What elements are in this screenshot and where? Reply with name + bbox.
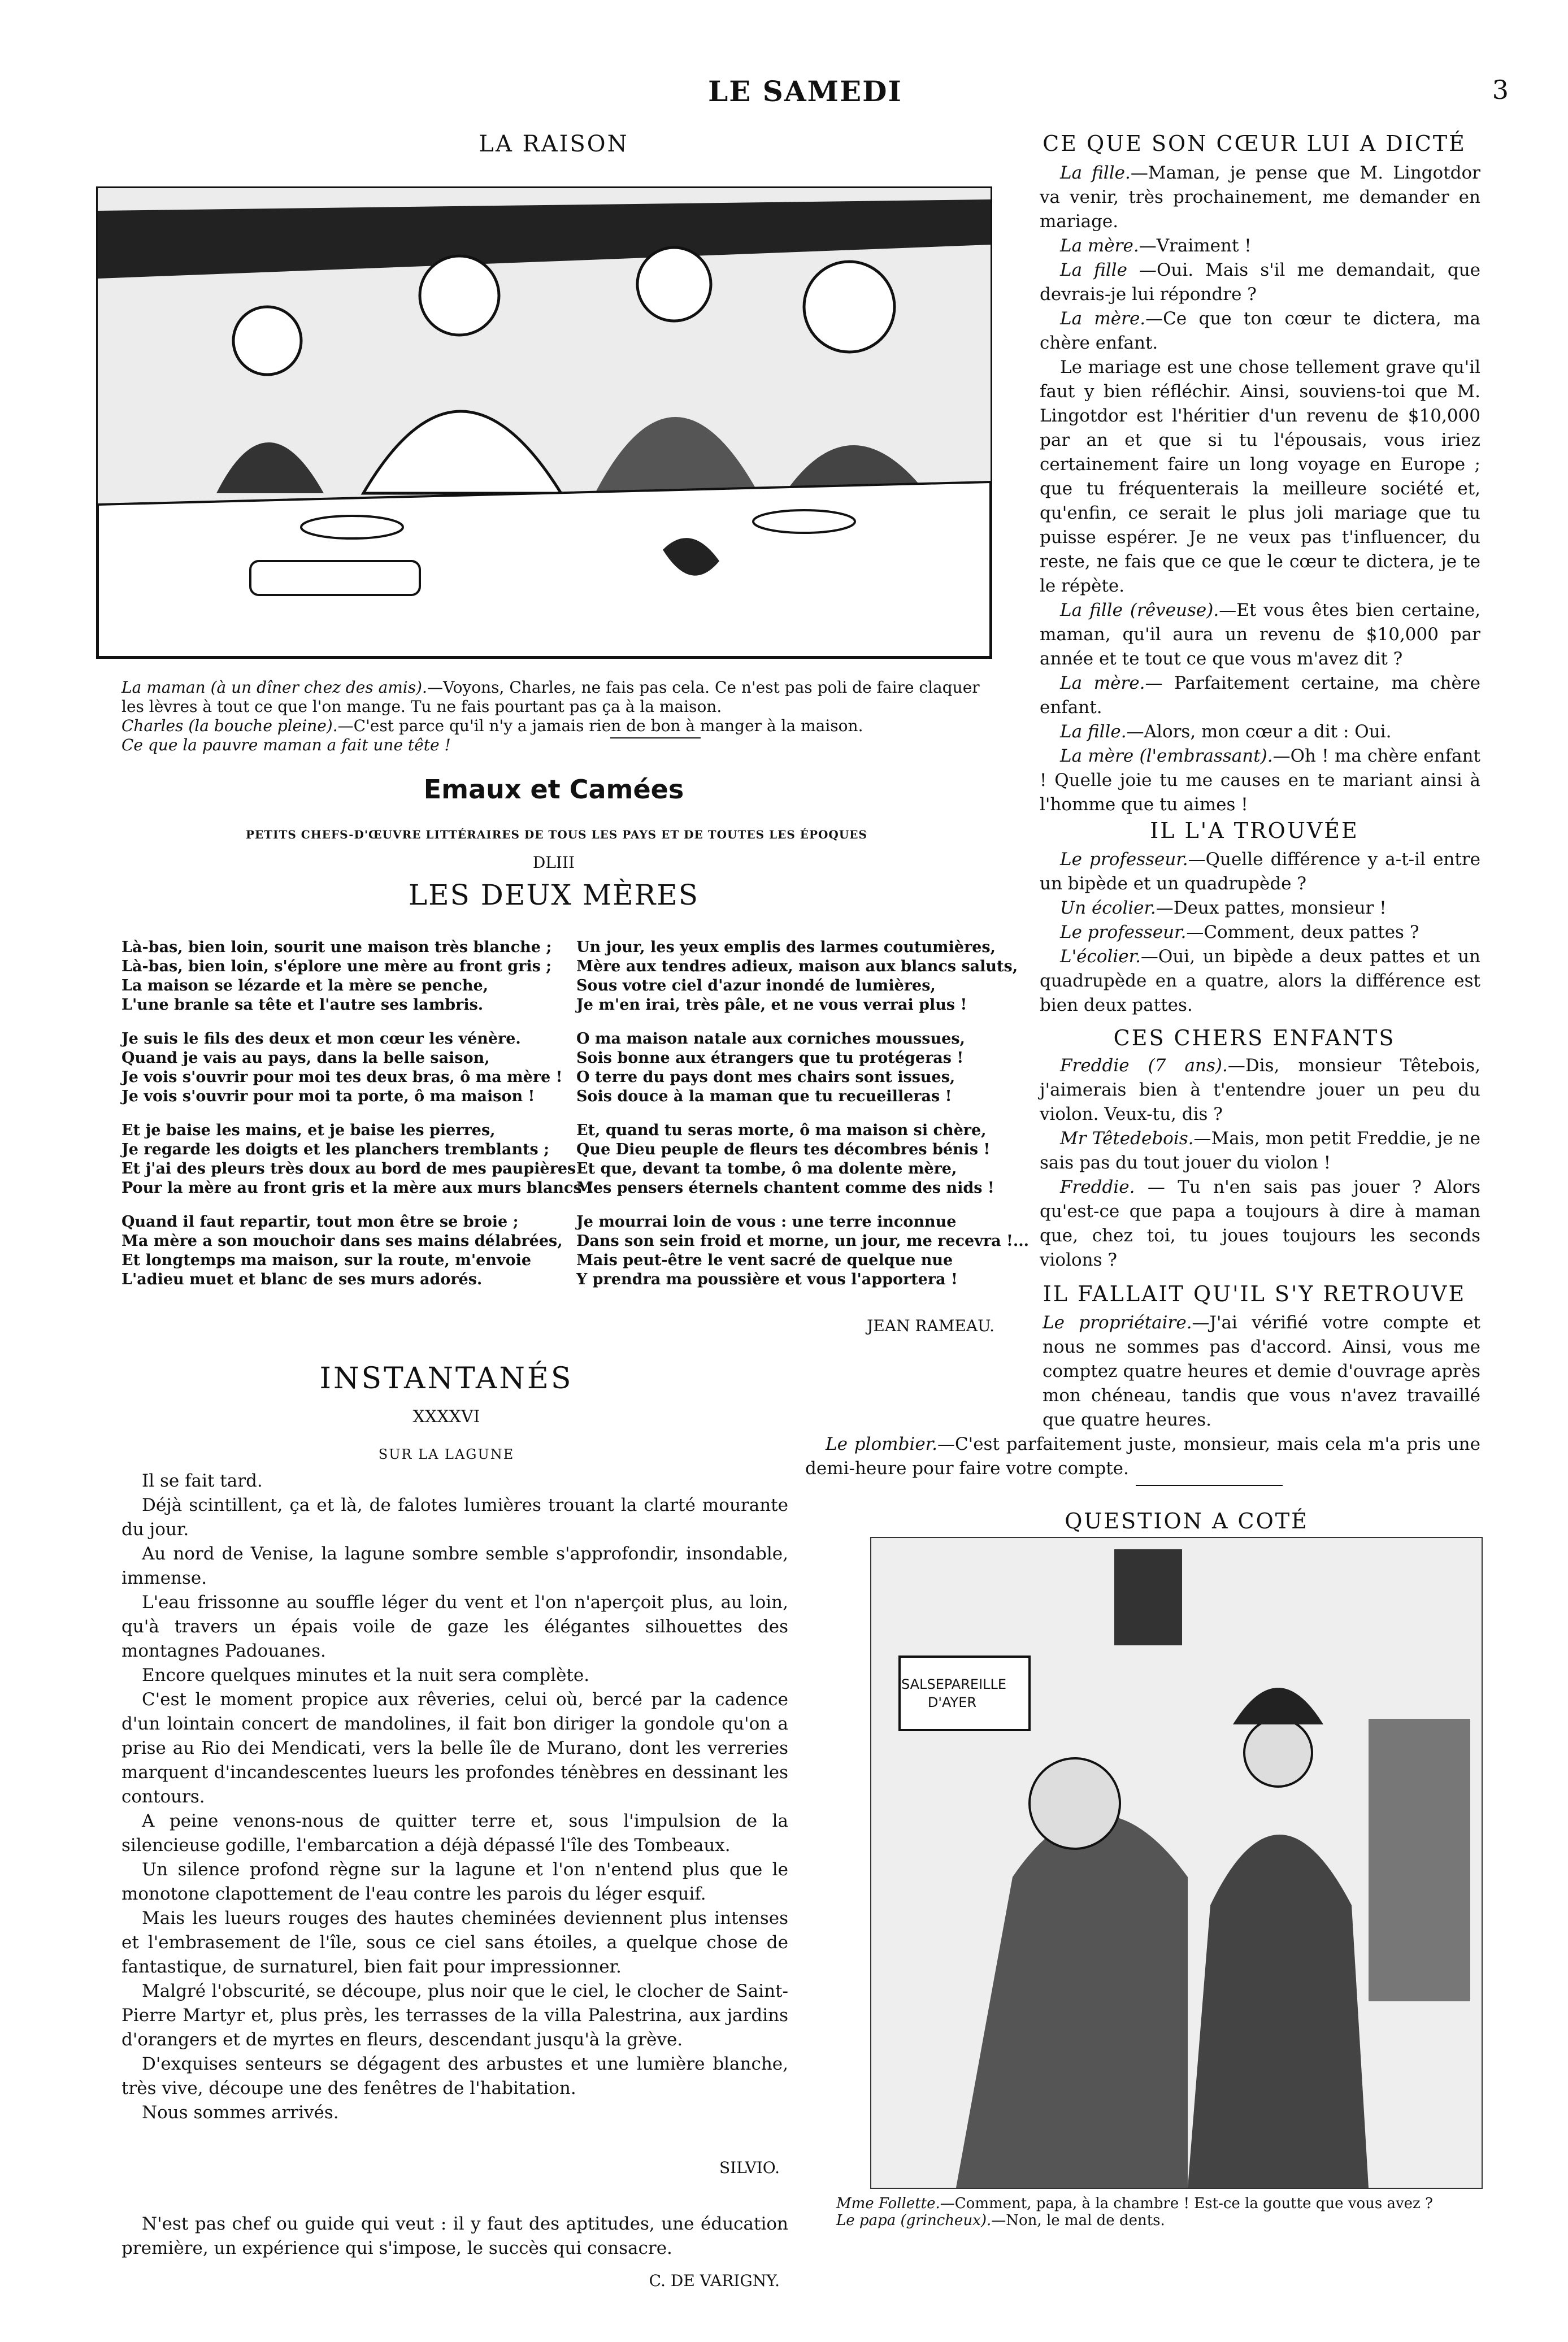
enfants-title: CES CHERS ENFANTS <box>1113 1026 1396 1050</box>
dinner-scene-drawing <box>98 188 991 657</box>
trouvee-title: IL L'A TROUVÉE <box>1150 818 1359 843</box>
poem-line: Mes pensers éternels chantent comme des nids ! <box>576 1179 994 1197</box>
speaker: Mr Têtedebois. <box>1060 1128 1194 1149</box>
caption-speaker: Le papa (grincheux). <box>836 2212 992 2229</box>
paragraph: D'exquises senteurs se dégagent des arbustes et une lumière blanche, très vive, découpe une des fenêtres de l'habitation. <box>121 2054 788 2098</box>
caption-speaker: Mme Follette. <box>836 2195 940 2212</box>
poem-line: Dans son sein froid et morne, un jour, me recevra !... <box>576 1232 1030 1250</box>
line-text: —Maman, je pense que M. Lingotdor va venir, très prochainement, me demander en mariage. <box>1040 163 1480 232</box>
paragraph: Mais les lueurs rouges des hautes cheminées deviennent plus intenses et l'embrasement de l'île, sous ce ciel sans étoiles, a quelque chose de fantastique, de surnaturel, bien fait pour impressionner. <box>121 1908 788 1977</box>
poem-line: Mais peut-être le vent sacré de quelque nue <box>576 1252 953 1269</box>
poem-left-column <box>121 938 594 1304</box>
paragraph: Il se fait tard. <box>142 1471 263 1491</box>
poem-line: Et que, devant ta tombe, ô ma dolente mère, <box>576 1160 957 1177</box>
line-text: —Oui, un bipède a deux pattes et un quadrupède en a quatre, alors la différence est bien deux pattes. <box>1040 946 1480 1015</box>
poem-line: Je vois s'ouvrir pour moi tes deux bras, ô ma mère ! <box>121 1068 563 1086</box>
instantanes-title: INSTANTANÉS <box>319 1362 574 1396</box>
emaux-number: DLIII <box>532 853 575 872</box>
speaker: La fille <box>1060 260 1127 280</box>
paragraph: Un silence profond règne sur la lagune et l'on n'entend plus que le monotone clapottement de l'eau contre les parois du léger esquif. <box>121 1859 788 1904</box>
question-title: QUESTION A COTÉ <box>1065 1509 1309 1533</box>
poem-line: L'adieu muet et blanc de ses murs adorés. <box>121 1271 483 1288</box>
instantanes-number: XXXXVI <box>412 1407 480 1427</box>
poem-line: Là-bas, bien loin, sourit une maison très blanche ; <box>121 938 552 956</box>
pharmacy-scene-drawing <box>871 1538 1482 2188</box>
poem-line: Et j'ai des pleurs très doux au bord de mes paupières <box>121 1160 576 1177</box>
poem-line: Pour la mère au front gris et la mère aux murs blancs ! <box>121 1179 594 1197</box>
stanza <box>576 938 1018 1015</box>
line-text: —Oh ! ma chère enfant ! Quelle joie tu me causes en te mariant ainsi à l'homme que tu aimes ! <box>1040 746 1480 815</box>
poem-line: Je suis le fils des deux et mon cœur les vénère. <box>121 1030 521 1048</box>
la-raison-title: LA RAISON <box>479 131 629 157</box>
maxim-text: N'est pas chef ou guide qui veut : il y faut des aptitudes, une éducation première, un expérience qui s'impose, le succès qui consacre. <box>121 2214 788 2258</box>
line-text: — Tu n'en sais pas jouer ? Alors qu'est-ce que papa a toujours à dire à maman que, chez toi, tu joues toujours les seconds violons ? <box>1040 1177 1480 1270</box>
speaker: Le professeur. <box>1060 849 1188 870</box>
paragraph: A peine venons-nous de quitter terre et, sous l'impulsion de la silencieuse godille, l'embarcation a déjà dépassé l'île des Tombeaux. <box>121 1811 788 1856</box>
line-text: —Mais, mon petit Freddie, je ne sais pas du tout jouer du violon ! <box>1040 1128 1480 1173</box>
pharmacy-sign <box>901 1675 1007 1711</box>
poem-line: Je regarde les doigts et les planchers tremblants ; <box>121 1141 550 1158</box>
speaker: Le professeur. <box>1060 922 1187 942</box>
poem-line: La maison se lézarde et la mère se penche, <box>121 977 489 994</box>
paragraph: Déjà scintillent, ça et là, de falotes lumières trouant la clarté mourante du jour. <box>121 1495 788 1540</box>
stanza <box>121 938 551 1015</box>
maxim <box>121 2212 788 2261</box>
line-text: Le mariage est une chose tellement grave qu'il faut y bien réfléchir. Ainsi, souviens-toi que M. Lingotdor est l'héritier d'un revenu de $10,000 par an et que si tu l'épousais, vous iriez certainement faire un long voyage en Europe ; que tu fréquenterais la meilleure société et, qu'enfin, ce serait le plus joli mariage que tu puisse espérer. Je ne veux pas t'influencer, du reste, ne fais que ce que le cœur te dictera, je te le répète. <box>1040 357 1480 596</box>
ce-que-title: CE QUE SON CŒUR LUI A DICTÉ <box>1043 131 1466 156</box>
line-text: —Oui. Mais s'il me demandait, que devrais-je lui répondre ? <box>1040 260 1481 305</box>
speaker: La fille. <box>1060 163 1131 183</box>
speaker: La mère (l'embrassant). <box>1060 746 1273 766</box>
newspaper-title: LE SAMEDI <box>708 75 902 108</box>
speaker: Le propriétaire. <box>1043 1313 1192 1333</box>
caption-text: —Voyons, Charles, ne fais pas cela. Ce n'est pas poli de faire claquer les lèvres à tout ce que l'on mange. Tu ne fais pourtant pas ça à la maison. <box>121 678 980 716</box>
poem-line: Je mourrai loin de vous : une terre inconnue <box>576 1213 957 1231</box>
la-raison-caption <box>121 678 992 755</box>
speaker: Le plombier. <box>826 1434 937 1454</box>
line-text: — Parfaitement certaine, ma chère enfant. <box>1040 673 1481 718</box>
instantanes-author: SILVIO. <box>719 2158 780 2177</box>
poem-title: LES DEUX MÈRES <box>408 879 700 911</box>
stanza <box>121 1029 563 1106</box>
poem-line: Que Dieu peuple de fleurs tes décombres bénis ! <box>576 1141 991 1158</box>
speaker: La fille. <box>1060 722 1127 742</box>
poem-author: JEAN RAMEAU. <box>867 1316 994 1335</box>
poem-line: Quand il faut repartir, tout mon être se broie ; <box>121 1213 519 1231</box>
line-text: —Comment, deux pattes ? <box>1186 922 1419 942</box>
poem-line: Sois bonne aux étrangers que tu protégeras ! <box>576 1049 964 1067</box>
line-text: —Ce que ton cœur te dictera, ma chère enfant. <box>1040 308 1480 353</box>
paragraph: C'est le moment propice aux rêveries, celui où, bercé par la cadence d'un lointain concert de mandolines, il fait bon diriger la gondole qu'on a prise au Rio dei Mendicati, vers la belle île de Murano, dont les verreries marquent d'incandescentes lueurs les profondes ténèbres en dessinant les contours. <box>121 1689 788 1807</box>
speaker: La fille (rêveuse). <box>1060 600 1219 620</box>
maxim-author: C. DE VARIGNY. <box>649 2271 780 2290</box>
retrouve-dialogue <box>805 1311 1480 1481</box>
speaker: Freddie. <box>1060 1177 1135 1197</box>
poem-line: Là-bas, bien loin, s'éplore une mère au front gris ; <box>121 958 552 975</box>
sign-line: D'AYER <box>927 1694 977 1710</box>
enfants-dialogue <box>1040 1054 1480 1272</box>
pharmacy-illustration <box>870 1537 1483 2189</box>
poem-line: Y prendra ma poussière et vous l'apportera ! <box>576 1271 958 1288</box>
line-text: —Quelle différence y a-t-il entre un bipède et un quadrupède ? <box>1040 849 1480 894</box>
divider <box>1136 1485 1283 1486</box>
poem-line: Et je baise les mains, et je baise les pierres, <box>121 1122 496 1139</box>
instantanes-body <box>121 1469 788 2125</box>
poem-line: Je m'en irai, très pâle, et ne vous verrai plus ! <box>576 996 967 1014</box>
question-caption <box>836 2195 1486 2229</box>
caption-speaker: Ce que la pauvre maman a fait une tête ! <box>121 736 451 754</box>
paragraph: Au nord de Venise, la lagune sombre semble s'approfondir, insondable, immense. <box>121 1544 788 1588</box>
caption-text: —C'est parce qu'il n'y a jamais rien de bon à manger à la maison. <box>337 716 863 735</box>
paragraph: Malgré l'obscurité, se découpe, plus noir que le ciel, le clocher de Saint-Pierre Martyr et, plus près, les terrasses de la villa Palestrina, aux jardins d'orangers et de myrtes en fleurs, descendant jusqu'à la grève. <box>121 1981 788 2050</box>
speaker: La mère. <box>1060 308 1146 329</box>
poem-line: O terre du pays dont mes chairs sont issues, <box>576 1068 955 1086</box>
caption-speaker: Charles (la bouche pleine). <box>121 716 338 735</box>
speaker: Freddie (7 ans). <box>1060 1055 1228 1076</box>
speaker: Un écolier. <box>1060 898 1156 918</box>
line-text: —Alors, mon cœur a dit : Oui. <box>1126 722 1392 742</box>
paragraph: Nous sommes arrivés. <box>142 2102 339 2123</box>
retrouve-title: IL FALLAIT QU'IL S'Y RETROUVE <box>1043 1281 1466 1306</box>
line-text: —C'est parfaitement juste, monsieur, mais cela m'a pris une demi-heure pour faire votre compte. <box>805 1434 1480 1479</box>
stanza <box>576 1213 1030 1289</box>
poem-line: Mère aux tendres adieux, maison aux blancs saluts, <box>576 958 1018 975</box>
speaker: La mère. <box>1060 673 1145 693</box>
line-text: —Dis, monsieur Têtebois, j'aimerais bien à t'entendre jouer un peu du violon. Veux-tu, dis ? <box>1040 1055 1480 1124</box>
paragraph: L'eau frissonne au souffle léger du vent et l'on n'aperçoit plus, au loin, qu'à travers un épais voile de gaze les élégantes silhouettes des montagnes Padouanes. <box>121 1592 788 1661</box>
poem-line: Je vois s'ouvrir pour moi ta porte, ô ma maison ! <box>121 1088 535 1105</box>
line-text: —Deux pattes, monsieur ! <box>1156 898 1387 918</box>
poem-right-column <box>576 938 1030 1304</box>
poem-line: Sous votre ciel d'azur inondé de lumières, <box>576 977 936 994</box>
paragraph: Encore quelques minutes et la nuit sera complète. <box>142 1665 590 1685</box>
trouvee-dialogue <box>1040 848 1480 1018</box>
line-text: —Et vous êtes bien certaine, maman, qu'il aura un revenu de $10,000 par année et te tout ce que vous m'avez dit ? <box>1040 600 1480 669</box>
poem-line: L'une branle sa tête et l'autre ses lambris. <box>121 996 484 1014</box>
stanza <box>121 1213 563 1289</box>
caption-speaker: La maman (à un dîner chez des amis). <box>121 678 427 697</box>
caption-text: —Non, le mal de dents. <box>991 2212 1165 2229</box>
poem-line: Et, quand tu seras morte, ô ma maison si chère, <box>576 1122 987 1139</box>
poem-line: O ma maison natale aux corniches moussues, <box>576 1030 965 1048</box>
instantanes-subtitle: SUR LA LAGUNE <box>378 1446 515 1462</box>
poem-line: Ma mère a son mouchoir dans ses mains délabrées, <box>121 1232 563 1250</box>
poem-line: Un jour, les yeux emplis des larmes coutumières, <box>576 938 996 956</box>
stanza <box>121 1121 594 1198</box>
divider <box>610 737 701 738</box>
poem-line: Et longtemps ma maison, sur la route, m'envoie <box>121 1252 532 1269</box>
dinner-illustration <box>96 186 992 659</box>
line-text: —J'ai vérifié votre compte et nous ne sommes pas d'accord. Ainsi, vous me comptez quatre heures et demie d'ouvrage après mon chéneau, tandis que vous n'avez travaillé que quatre heures. <box>1043 1313 1480 1430</box>
speaker: L'écolier. <box>1060 946 1141 967</box>
poem-line: Sois douce à la maman que tu recueilleras ! <box>576 1088 952 1105</box>
line-text: —Vraiment ! <box>1139 236 1252 256</box>
page-number: 3 <box>1492 75 1509 105</box>
emaux-title: Emaux et Camées <box>423 774 684 805</box>
poem-line: Quand je vais au pays, dans la belle saison, <box>121 1049 490 1067</box>
caption-text: —Comment, papa, à la chambre ! Est-ce la goutte que vous avez ? <box>940 2195 1433 2212</box>
stanza <box>576 1121 1006 1198</box>
ce-que-dialogue <box>1040 161 1480 817</box>
stanza <box>576 1029 1006 1106</box>
sign-line: SALSEPAREILLE <box>901 1676 1007 1692</box>
emaux-subtitle: PETITS CHEFS-D'ŒUVRE LITTÉRAIRES DE TOUS LES PAYS ET DE TOUTES LES ÉPOQUES <box>246 828 867 841</box>
speaker: La mère. <box>1060 236 1139 256</box>
